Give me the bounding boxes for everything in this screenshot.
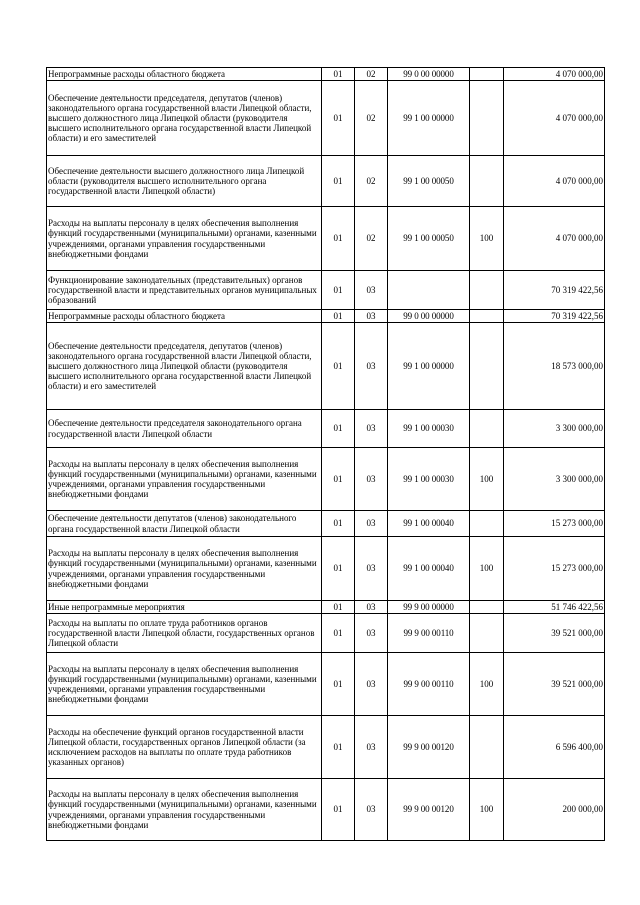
target-article-cell: 99 1 00 00050 (388, 207, 470, 271)
target-article-cell: 99 0 00 00000 (388, 310, 470, 323)
expense-name-cell: Обеспечение деятельности председателя, депутатов (членов) законодательного органа государственной власти Липецкой области, высшего должностного лица Липецкой области (руководителя высшего исполнительного органа государственной власти Липецкой области) и его заместителей (47, 323, 322, 410)
expense-type-cell (470, 410, 504, 448)
section-code-cell: 01 (322, 156, 355, 207)
table-row (47, 323, 605, 410)
expense-name-cell: Функционирование законодательных (представительных) органов государственной власти и представительных органов муниципальных образований (47, 271, 322, 310)
expense-type-cell (470, 511, 504, 537)
table-row (47, 653, 605, 716)
target-article-cell: 99 0 00 00000 (388, 68, 470, 81)
amount-cell: 15 273 000,00 (504, 537, 605, 601)
table-row (47, 410, 605, 448)
expense-name-cell: Расходы на выплаты персоналу в целях обеспечения выполнения функций государственными (муниципальными) органами, казенными учреждениями, органами управления государственными внебюджетными фондами (47, 537, 322, 601)
expense-name-cell: Обеспечение деятельности депутатов (членов) законодательного органа государственной власти Липецкой области (47, 511, 322, 537)
expense-type-cell: 100 (470, 448, 504, 511)
expense-type-cell: 100 (470, 653, 504, 716)
section-code-cell: 01 (322, 653, 355, 716)
target-article-cell: 99 9 00 00120 (388, 779, 470, 841)
section-code-cell: 01 (322, 271, 355, 310)
target-article-cell: 99 1 00 00050 (388, 156, 470, 207)
budget-table-body (47, 68, 605, 841)
expense-name-cell: Расходы на выплаты персоналу в целях обеспечения выполнения функций государственными (муниципальными) органами, казенными учреждениями, органами управления государственными внебюджетными фондами (47, 653, 322, 716)
table-row (47, 614, 605, 653)
table-row (47, 779, 605, 841)
expense-type-cell (470, 601, 504, 614)
amount-cell: 70 319 422,56 (504, 310, 605, 323)
amount-cell: 18 573 000,00 (504, 323, 605, 410)
table-row (47, 601, 605, 614)
section-code-cell: 01 (322, 323, 355, 410)
table-row (47, 68, 605, 81)
section-code-cell: 01 (322, 537, 355, 601)
table-row (47, 448, 605, 511)
subsection-code-cell: 03 (355, 537, 388, 601)
expense-name-cell: Расходы на выплаты персоналу в целях обеспечения выполнения функций государственными (муниципальными) органами, казенными учреждениями, органами управления государственными внебюджетными фондами (47, 779, 322, 841)
target-article-cell: 99 1 00 00000 (388, 81, 470, 156)
expense-type-cell (470, 323, 504, 410)
amount-cell: 3 300 000,00 (504, 448, 605, 511)
section-code-cell: 01 (322, 511, 355, 537)
subsection-code-cell: 03 (355, 511, 388, 537)
subsection-code-cell: 03 (355, 310, 388, 323)
expense-type-cell: 100 (470, 207, 504, 271)
expense-type-cell (470, 156, 504, 207)
subsection-code-cell: 03 (355, 779, 388, 841)
table-row (47, 716, 605, 779)
subsection-code-cell: 03 (355, 716, 388, 779)
expense-type-cell: 100 (470, 537, 504, 601)
amount-cell: 39 521 000,00 (504, 653, 605, 716)
amount-cell: 4 070 000,00 (504, 68, 605, 81)
expense-name-cell: Непрограммные расходы областного бюджета (47, 310, 322, 323)
subsection-code-cell: 02 (355, 156, 388, 207)
section-code-cell: 01 (322, 614, 355, 653)
section-code-cell: 01 (322, 310, 355, 323)
target-article-cell: 99 1 00 00030 (388, 410, 470, 448)
target-article-cell: 99 9 00 00110 (388, 614, 470, 653)
expense-type-cell (470, 614, 504, 653)
section-code-cell: 01 (322, 207, 355, 271)
expense-type-cell (470, 271, 504, 310)
target-article-cell: 99 1 00 00040 (388, 537, 470, 601)
section-code-cell: 01 (322, 81, 355, 156)
table-row (47, 271, 605, 310)
expense-name-cell: Расходы на обеспечение функций органов государственной власти Липецкой области, государственных органов Липецкой области (за исключением расходов на выплаты по оплате труда работников указанных органов) (47, 716, 322, 779)
subsection-code-cell: 03 (355, 323, 388, 410)
expense-type-cell (470, 68, 504, 81)
expense-type-cell (470, 716, 504, 779)
target-article-cell (388, 271, 470, 310)
amount-cell: 70 319 422,56 (504, 271, 605, 310)
subsection-code-cell: 03 (355, 448, 388, 511)
subsection-code-cell: 02 (355, 207, 388, 271)
expense-type-cell (470, 310, 504, 323)
subsection-code-cell: 02 (355, 68, 388, 81)
target-article-cell: 99 1 00 00040 (388, 511, 470, 537)
subsection-code-cell: 03 (355, 271, 388, 310)
amount-cell: 4 070 000,00 (504, 81, 605, 156)
expense-type-cell (470, 81, 504, 156)
expense-type-cell: 100 (470, 779, 504, 841)
amount-cell: 4 070 000,00 (504, 207, 605, 271)
subsection-code-cell: 03 (355, 614, 388, 653)
expense-name-cell: Непрограммные расходы областного бюджета (47, 68, 322, 81)
section-code-cell: 01 (322, 448, 355, 511)
amount-cell: 200 000,00 (504, 779, 605, 841)
table-row (47, 207, 605, 271)
subsection-code-cell: 03 (355, 653, 388, 716)
section-code-cell: 01 (322, 716, 355, 779)
section-code-cell: 01 (322, 410, 355, 448)
subsection-code-cell: 02 (355, 81, 388, 156)
amount-cell: 6 596 400,00 (504, 716, 605, 779)
table-row (47, 310, 605, 323)
budget-table (46, 67, 605, 841)
section-code-cell: 01 (322, 601, 355, 614)
expense-name-cell: Расходы на выплаты персоналу в целях обеспечения выполнения функций государственными (муниципальными) органами, казенными учреждениями, органами управления государственными внебюджетными фондами (47, 207, 322, 271)
target-article-cell: 99 1 00 00000 (388, 323, 470, 410)
section-code-cell: 01 (322, 779, 355, 841)
section-code-cell: 01 (322, 68, 355, 81)
amount-cell: 4 070 000,00 (504, 156, 605, 207)
subsection-code-cell: 03 (355, 601, 388, 614)
table-row (47, 537, 605, 601)
table-row (47, 511, 605, 537)
subsection-code-cell: 03 (355, 410, 388, 448)
table-row (47, 81, 605, 156)
expense-name-cell: Иные непрограммные мероприятия (47, 601, 322, 614)
expense-name-cell: Обеспечение деятельности высшего должностного лица Липецкой области (руководителя высшего исполнительного органа государственной власти Липецкой области) (47, 156, 322, 207)
expense-name-cell: Обеспечение деятельности председателя законодательного органа государственной власти Липецкой области (47, 410, 322, 448)
amount-cell: 15 273 000,00 (504, 511, 605, 537)
expense-name-cell: Обеспечение деятельности председателя, депутатов (членов) законодательного органа государственной власти Липецкой области, высшего должностного лица Липецкой области (руководителя высшего исполнительного органа государственной власти Липецкой области) и его заместителей (47, 81, 322, 156)
amount-cell: 51 746 422,56 (504, 601, 605, 614)
table-row (47, 156, 605, 207)
amount-cell: 39 521 000,00 (504, 614, 605, 653)
amount-cell: 3 300 000,00 (504, 410, 605, 448)
target-article-cell: 99 9 00 00120 (388, 716, 470, 779)
target-article-cell: 99 9 00 00110 (388, 653, 470, 716)
expense-name-cell: Расходы на выплаты персоналу в целях обеспечения выполнения функций государственными (муниципальными) органами, казенными учреждениями, органами управления государственными внебюджетными фондами (47, 448, 322, 511)
target-article-cell: 99 9 00 00000 (388, 601, 470, 614)
target-article-cell: 99 1 00 00030 (388, 448, 470, 511)
expense-name-cell: Расходы на выплаты по оплате труда работников органов государственной власти Липецкой области, государственных органов Липецкой области (47, 614, 322, 653)
